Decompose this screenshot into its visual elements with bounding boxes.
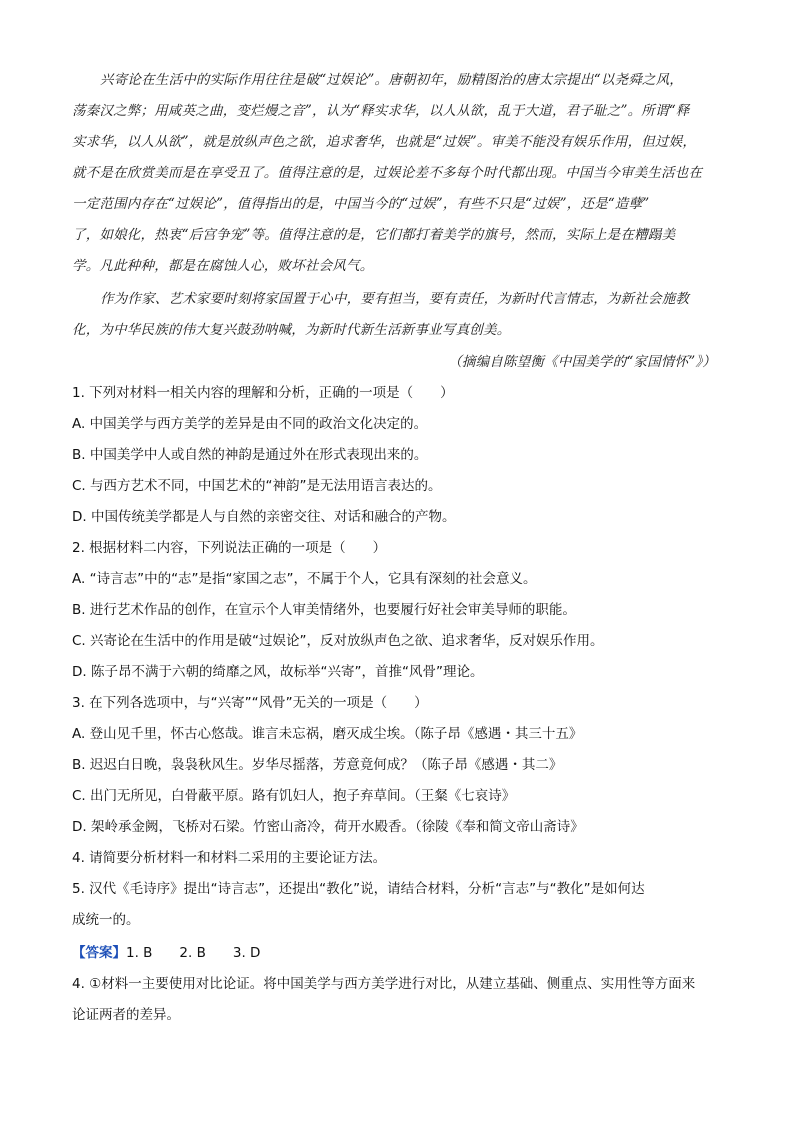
question-1: 1. 下列对材料一相关内容的理解和分析，正确的一项是（ ） (72, 385, 454, 401)
question-2: 2. 根据材料二内容，下列说法正确的一项是（ ） (72, 540, 387, 556)
passage-line: 一定范围内存在“过娱论”，值得指出的是，中国当今的“过娱”，有些不只是“过娱”，还是“造孽” (72, 196, 650, 212)
question-5: 5. 汉代《毛诗序》提出“诗言志”，还提出“教化”说，请结合材料，分析“言志”与“教化”是如何达 (72, 881, 645, 897)
option: C. 出门无所见，白骨蔽平原。路有饥妇人，抱子弃草间。（王粲《七哀诗》 (72, 788, 516, 804)
option: B. 中国美学中人或自然的神韵是通过外在形式表现出来的。 (72, 447, 428, 463)
option: A. “诗言志”中的“志”是指“家国之志”，不属于个人，它具有深刻的社会意义。 (72, 571, 537, 587)
passage-line: 实求华，以人从欲”，就是放纵声色之欲，追求奢华，也就是“过娱”。审美不能没有娱乐作用，但过娱， (72, 134, 697, 150)
passage-line: 兴寄论在生活中的实际作用往往是破“过娱论”。唐朝初年，励精图治的唐太宗提出“以尧舜之风， (100, 72, 684, 88)
option: A. 登山见千里，怀古心悠哉。谁言未忘祸，磨灭成尘埃。（陈子昂《感遇・其三十五》 (72, 726, 583, 742)
passage-line: 作为作家、艺术家要时刻将家国置于心中，要有担当，要有责任，为新时代言情志，为新社会施教 (100, 291, 690, 307)
option: A. 中国美学与西方美学的差异是由不同的政治文化决定的。 (72, 416, 428, 432)
passage-line: 就不是在欣赏美而是在享受丑了。值得注意的是，过娱论差不多每个时代都出现。中国当今审美生活也在 (72, 165, 703, 181)
option: C. 兴寄论在生活中的作用是破“过娱论”，反对放纵声色之欲、追求奢华，反对娱乐作用。 (72, 633, 604, 649)
option: B. 迟迟白日晚，袅袅秋风生。岁华尽摇落，芳意竟何成？（陈子昂《感遇・其二》 (72, 757, 563, 773)
answer-choices: 1. B 2. B 3. D (126, 945, 261, 961)
passage-line: 了，如娘化，热衷“后宫争宠”等。值得注意的是，它们都打着美学的旗号，然而，实际上是在糟蹋美 (72, 227, 676, 243)
answer-4-line: 4. ①材料一主要使用对比论证。将中国美学与西方美学进行对比，从建立基础、侧重点、实用性等方面来 (72, 976, 696, 992)
answer-tag: 【答案】 (72, 945, 126, 961)
option: D. 陈子昂不满于六朝的绮靡之风，故标举“兴寄”，首推“风骨”理论。 (72, 664, 484, 680)
question-5-cont: 成统一的。 (72, 912, 140, 928)
passage-line: 化，为中华民族的伟大复兴鼓劲呐喊，为新时代新生活新事业写真创美。 (72, 322, 511, 338)
answer-4-line: 论证两者的差异。 (72, 1007, 180, 1023)
answer-row (72, 941, 260, 961)
option: D. 架岭承金阙，飞桥对石梁。竹密山斋冷，荷开水殿香。（徐陵《奉和简文帝山斋诗》 (72, 819, 584, 835)
option: C. 与西方艺术不同，中国艺术的“神韵”是无法用语言表达的。 (72, 478, 442, 494)
passage-line: 学。凡此种种，都是在腐蚀人心，败坏社会风气。 (72, 258, 374, 274)
option: D. 中国传统美学都是人与自然的亲密交往、对话和融合的产物。 (72, 509, 456, 525)
passage-source: （摘编自陈望衡《中国美学的“家国情怀”》） (448, 354, 716, 370)
question-3: 3. 在下列各选项中，与“兴寄”“风骨”无关的一项是（ ） (72, 695, 428, 711)
passage-line: 荡秦汉之弊；用咸英之曲，变烂熳之音”，认为“释实求华，以人从欲，乱于大道，君子耻之”。所谓“释 (72, 103, 690, 119)
option: B. 进行艺术作品的创作，在宣示个人审美情绪外，也要履行好社会审美导师的职能。 (72, 602, 576, 618)
question-4: 4. 请简要分析材料一和材料二采用的主要论证方法。 (72, 850, 387, 866)
